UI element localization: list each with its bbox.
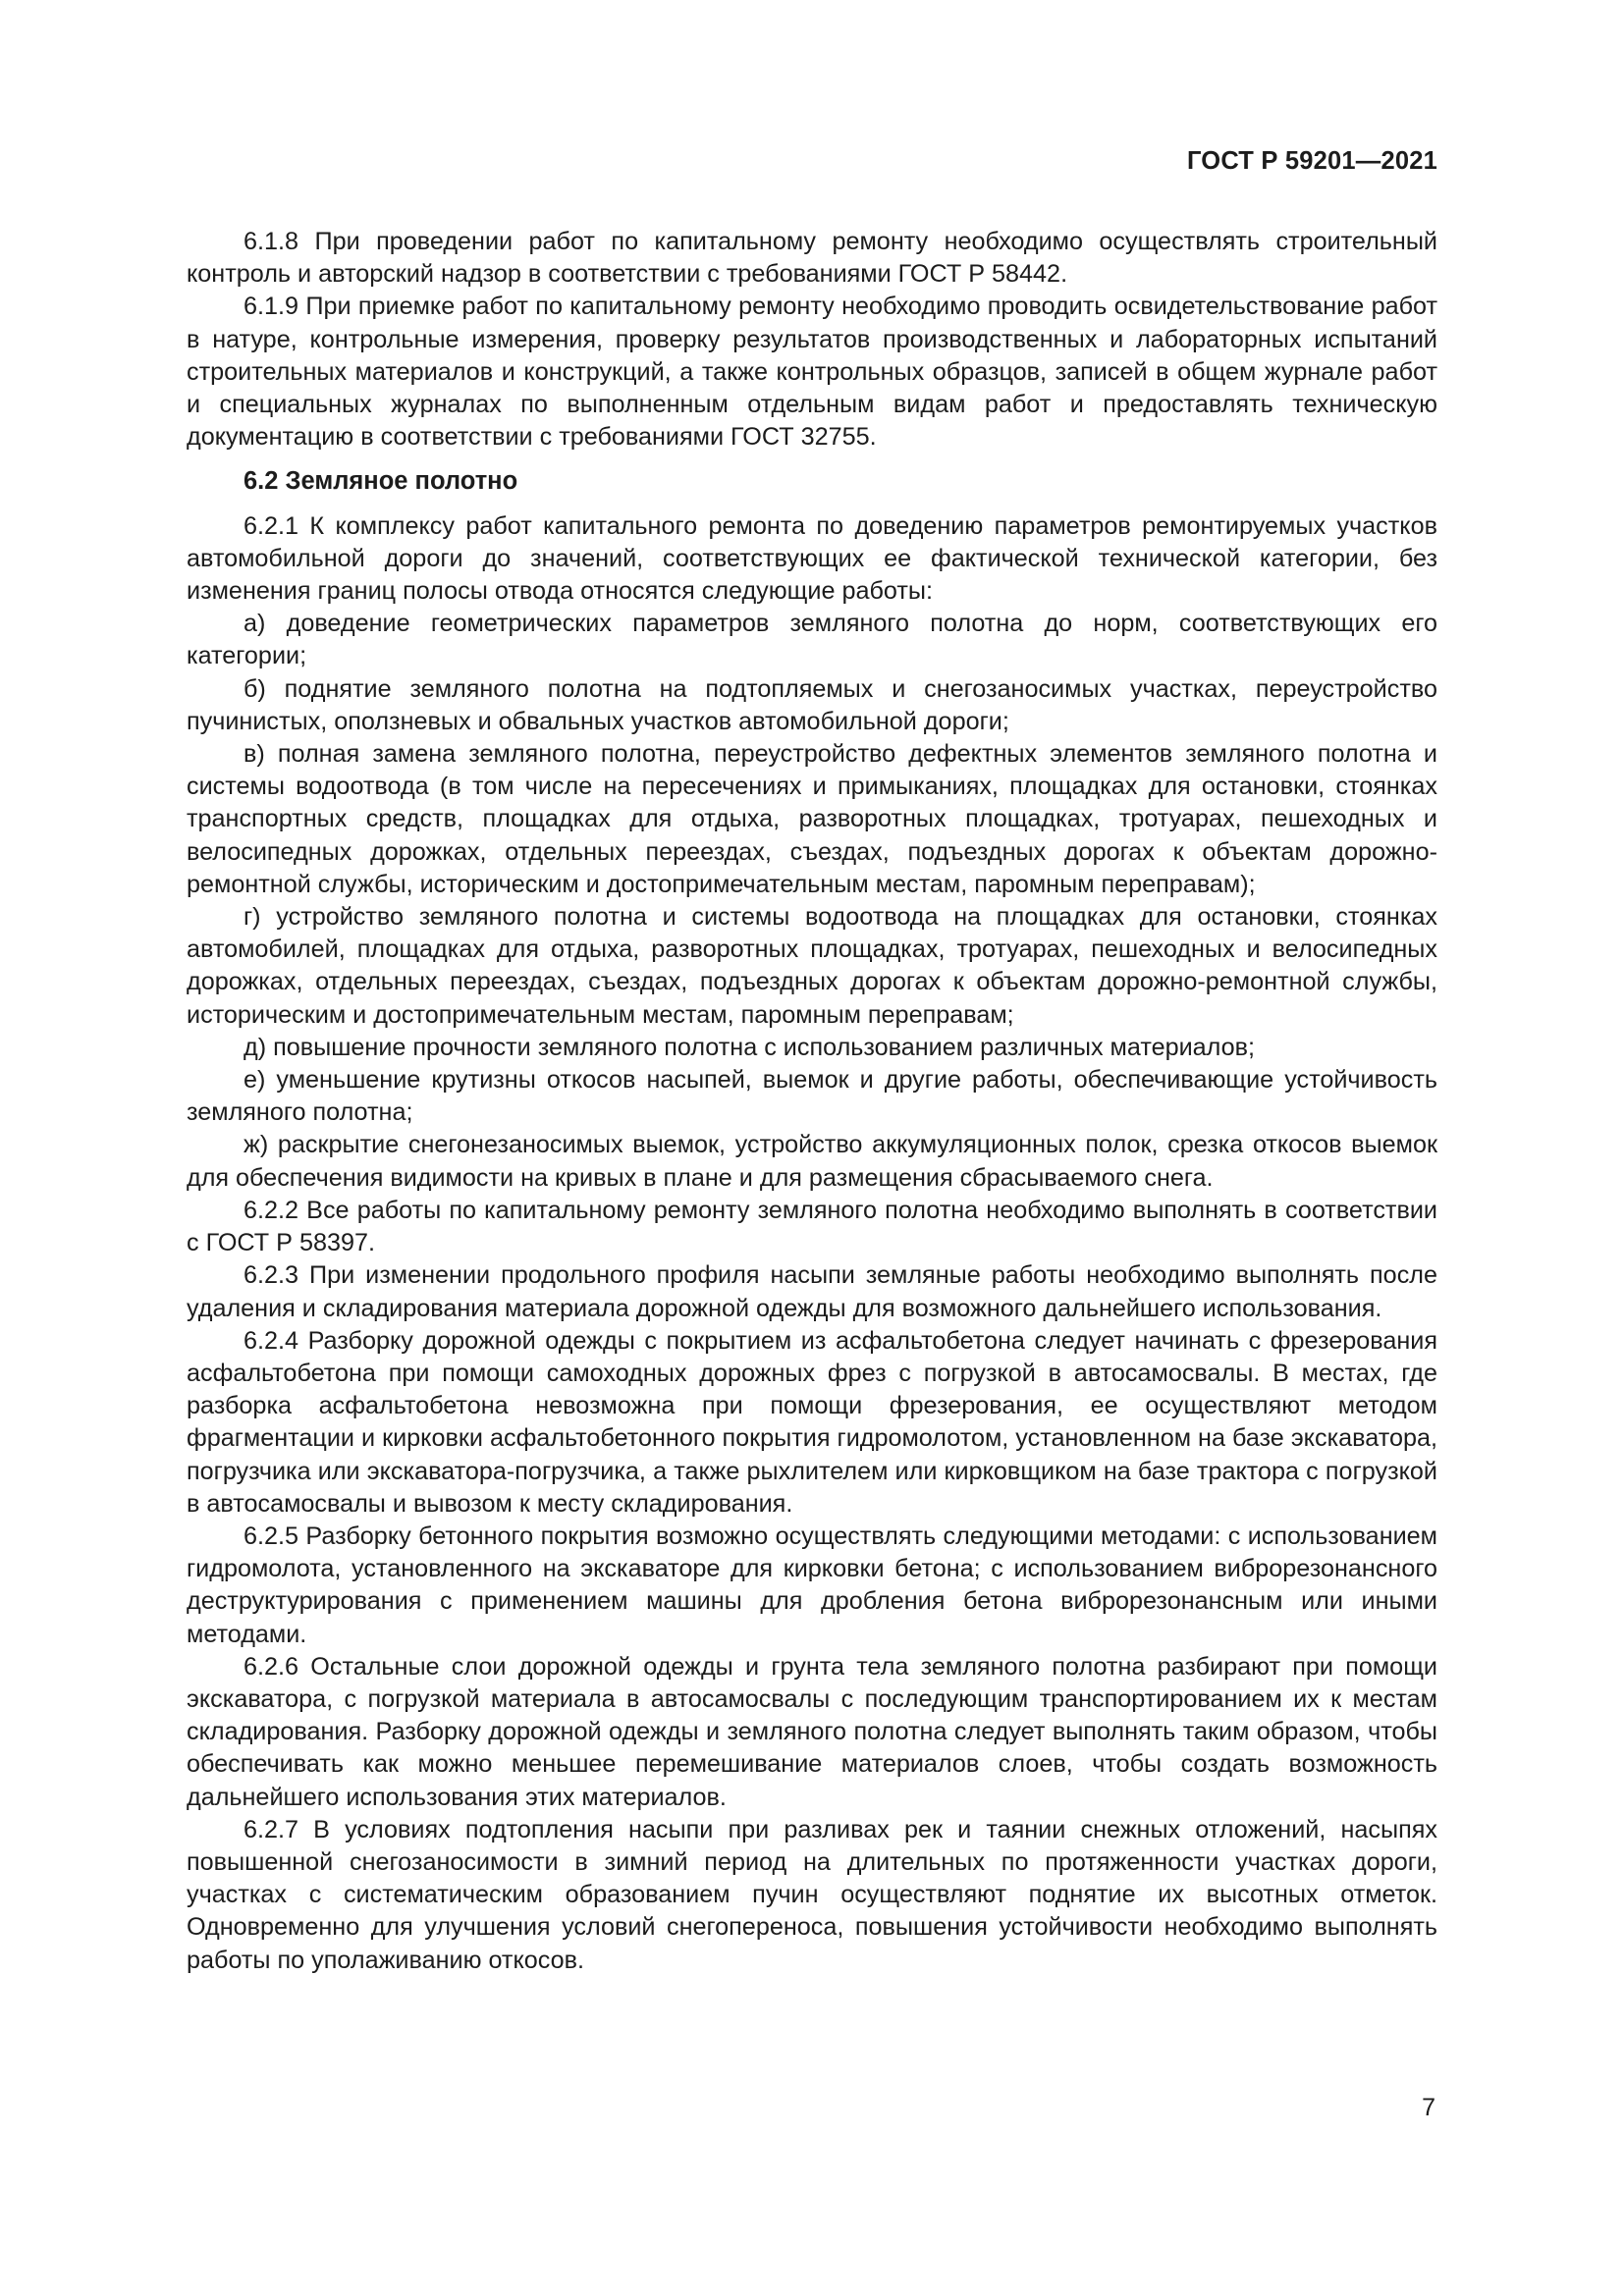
paragraph-6-2-7: 6.2.7 В условиях подтопления насыпи при разливах рек и таянии снежных отложений, насыпях повышенной снегозаносимости в зимний период на длительных по протяженности участках дороги, участках с систематическим образованием пучин осуществляют поднятие их высотных отметок. Одновременно для улучшения условий снегопереноса, повышения устойчивости необходимо выполнять работы по уполаживанию откосов.	[187, 1815, 1437, 1974]
document-body	[187, 226, 1437, 1977]
list-item-zh: ж) раскрытие снегонезаносимых выемок, устройство аккумуляционных полок, срезка откосов выемок для обеспечения видимости на кривых в плане и для размещения сбрасываемого снега.	[187, 1131, 1437, 1192]
document-code-header: ГОСТ Р 59201—2021	[1186, 147, 1437, 175]
list-item-d: д) повышение прочности земляного полотна с использованием различных материалов;	[244, 1033, 1256, 1061]
paragraph-6-2-4: 6.2.4 Разборку дорожной одежды с покрытием из асфальтобетона следует начинать с фрезерования асфальтобетона при помощи самоходных дорожных фрез с погрузкой в автосамосвалы. В местах, где разборка асфальтобетона невозможна при помощи фрезерования, ее осуществляют методом фрагментации и кирковки асфальтобетонного покрытия гидромолотом, установленном на базе экскаватора, погрузчика или экскаватора-погрузчика, а также рыхлителем или кирковщиком на базе трактора с погрузкой в автосамосвалы и вывозом к месту складирования.	[187, 1326, 1437, 1518]
paragraph-6-1-9: 6.1.9 При приемке работ по капитальному ремонту необходимо проводить освидетельствование работ в натуре, контрольные измерения, проверку результатов производственных и лабораторных испытаний строительных материалов и конструкций, а также контрольных образцов, записей в общем журнале работ и специальных журналах по выполненным отдельным видам работ и предоставлять техническую документацию в соответствии с требованиями ГОСТ 32755.	[187, 293, 1437, 452]
paragraph-6-2-2: 6.2.2 Все работы по капитальному ремонту земляного полотна необходимо выполнять в соответствии с ГОСТ Р 58397.	[187, 1196, 1437, 1257]
list-item-e: е) уменьшение крутизны откосов насыпей, выемок и другие работы, обеспечивающие устойчивость земляного полотна;	[187, 1066, 1437, 1127]
paragraph-6-2-5: 6.2.5 Разборку бетонного покрытия возможно осуществлять следующими методами: с использованием гидромолота, установленного на экскаваторе для кирковки бетона; с использованием виброрезонансного деструктурирования с применением машины для дробления бетона виброрезонансным или иными методами.	[187, 1522, 1437, 1648]
paragraph-6-1-8: 6.1.8 При проведении работ по капитальному ремонту необходимо осуществлять строительный контроль и авторский надзор в соответствии с требованиями ГОСТ Р 58442.	[187, 228, 1437, 289]
paragraph-6-2-3: 6.2.3 При изменении продольного профиля насыпи земляные работы необходимо выполнять после удаления и складирования материала дорожной одежды для возможного дальнейшего использования.	[187, 1261, 1437, 1322]
page-number: 7	[1422, 2094, 1435, 2121]
paragraph-6-2-6: 6.2.6 Остальные слои дорожной одежды и грунта тела земляного полотна разбирают при помощи экскаватора, с погрузкой материала в автосамосвалы с последующим транспортированием их к местам складирования. Разборку дорожной одежды и земляного полотна следует выполнять таким образом, чтобы обеспечивать как можно меньшее перемешивание материалов слоев, чтобы создать возможность дальнейшего использования этих материалов.	[187, 1652, 1437, 1811]
paragraph-6-2-1: 6.2.1 К комплексу работ капитального ремонта по доведению параметров ремонтируемых участков автомобильной дороги до значений, соответствующих ее фактической технической категории, без изменения границ полосы отвода относятся следующие работы:	[187, 511, 1437, 606]
list-item-g: г) устройство земляного полотна и системы водоотвода на площадках для остановки, стоянках автомобилей, площадках для отдыха, разворотных площадках, тротуарах, пешеходных и велосипедных дорожках, отдельных переездах, съездах, подъездных дорогах к объектам дорожно-ремонтной службы, историческим и достопримечательным местам, паромным переправам;	[187, 903, 1437, 1029]
section-heading-6-2: 6.2 Земляное полотно	[244, 467, 518, 496]
list-item-v: в) полная замена земляного полотна, переустройство дефектных элементов земляного полотна и системы водоотвода (в том числе на пересечениях и примыканиях, площадках для остановки, стоянках транспортных средств, площадках для отдыха, разворотных площадках, тротуарах, пешеходных и велосипедных дорожках, отдельных переездах, съездах, подъездных дорогах к объектам дорожно-ремонтной службы, историческим и достопримечательным местам, паромным переправам);	[187, 740, 1437, 898]
list-item-b: б) поднятие земляного полотна на подтопляемых и снегозаносимых участках, переустройство пучинистых, оползневых и обвальных участков автомобильной дороги;	[187, 674, 1437, 735]
list-item-a: а) доведение геометрических параметров земляного полотна до норм, соответствующих его категории;	[187, 610, 1437, 670]
